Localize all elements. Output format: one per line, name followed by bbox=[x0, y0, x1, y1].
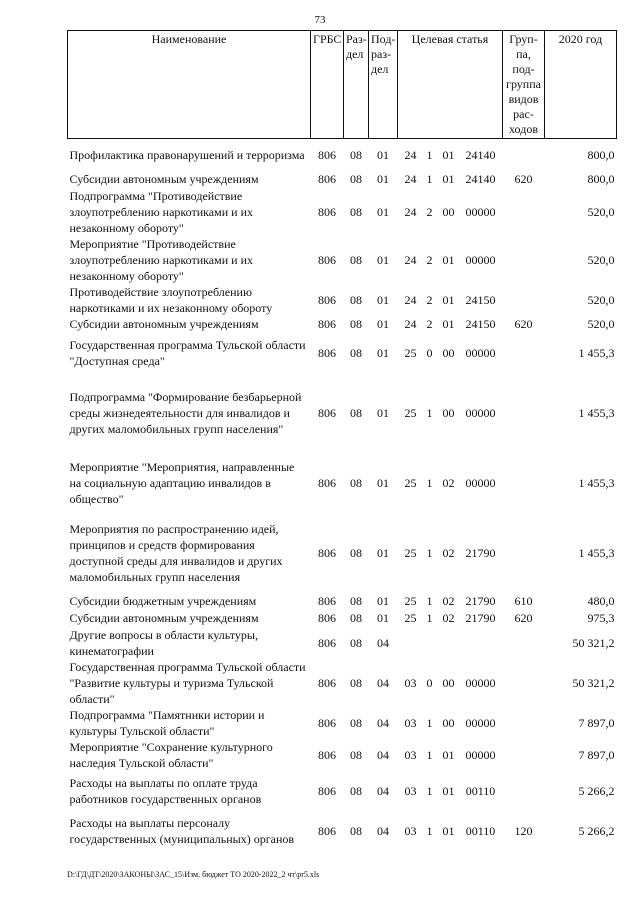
target-article-part: 1 bbox=[426, 172, 433, 186]
table-row bbox=[68, 236, 617, 284]
row-target-article bbox=[398, 593, 503, 610]
row-grbs: 806 bbox=[318, 675, 336, 690]
table-row bbox=[68, 739, 617, 771]
row-razdel: 08 bbox=[350, 345, 362, 360]
target-article-part: 01 bbox=[442, 823, 455, 838]
row-grbs: 806 bbox=[318, 594, 336, 608]
target-article-part: 00 bbox=[442, 204, 455, 219]
row-expense-group bbox=[503, 513, 545, 593]
row-grbs: 806 bbox=[318, 783, 336, 798]
row-podrazdel: 01 bbox=[377, 594, 389, 608]
row-razdel: 08 bbox=[350, 715, 362, 730]
row-grbs: 806 bbox=[318, 345, 336, 360]
target-article-part: 00000 bbox=[465, 405, 496, 420]
row-razdel: 08 bbox=[350, 675, 362, 690]
row-grbs: 806 bbox=[318, 317, 336, 331]
row-name: Профилактика правонарушений и терроризма bbox=[69, 147, 305, 162]
row-razdel: 08 bbox=[350, 147, 362, 162]
row-podrazdel: 01 bbox=[377, 345, 389, 360]
target-article-part: 25 bbox=[404, 475, 417, 490]
target-article-part: 2 bbox=[426, 317, 433, 331]
row-name: Мероприятие "Сохранение культурного наследия Тульской области" bbox=[69, 739, 273, 770]
row-target-article bbox=[398, 627, 503, 659]
row-amount: 1 455,3 bbox=[578, 345, 615, 360]
row-razdel: 08 bbox=[350, 475, 362, 490]
target-article-part: 00 bbox=[442, 675, 455, 690]
row-target-article bbox=[398, 707, 503, 739]
row-razdel: 08 bbox=[350, 783, 362, 798]
row-target-article bbox=[398, 139, 503, 171]
row-expense-group bbox=[503, 373, 545, 453]
target-article-part: 01 bbox=[442, 317, 455, 331]
header-grbs: ГРБС bbox=[311, 31, 344, 139]
target-article-part: 03 bbox=[404, 675, 417, 690]
target-article-part: 21790 bbox=[465, 594, 496, 608]
row-target-article bbox=[398, 171, 503, 188]
table-row bbox=[68, 188, 617, 236]
target-article-part: 1 bbox=[426, 823, 433, 838]
row-razdel: 08 bbox=[350, 635, 362, 650]
target-article-part: 25 bbox=[404, 611, 417, 625]
table-row bbox=[68, 771, 617, 811]
target-article-part: 1 bbox=[426, 147, 433, 162]
row-podrazdel: 01 bbox=[377, 292, 389, 307]
target-article-part: 03 bbox=[404, 715, 417, 730]
row-grbs: 806 bbox=[318, 611, 336, 625]
target-article-part: 24140 bbox=[465, 147, 496, 162]
row-razdel: 08 bbox=[350, 545, 362, 560]
target-article-part: 1 bbox=[426, 715, 433, 730]
row-expense-group: 610 bbox=[514, 594, 533, 608]
row-razdel: 08 bbox=[350, 204, 362, 219]
row-amount: 520,0 bbox=[587, 204, 615, 219]
row-expense-group bbox=[503, 627, 545, 659]
target-article-part: 01 bbox=[442, 747, 455, 762]
row-grbs: 806 bbox=[318, 292, 336, 307]
row-name: Другие вопросы в области культуры, кинематографии bbox=[69, 627, 258, 658]
table-row bbox=[68, 707, 617, 739]
row-grbs: 806 bbox=[318, 823, 336, 838]
row-target-article bbox=[398, 284, 503, 316]
table-row bbox=[68, 453, 617, 513]
row-expense-group bbox=[503, 284, 545, 316]
target-article-part: 2 bbox=[426, 252, 433, 267]
row-razdel: 08 bbox=[350, 172, 362, 186]
header-expense-group: Груп- па, под- группа видов рас- ходов bbox=[503, 31, 545, 139]
row-grbs: 806 bbox=[318, 252, 336, 267]
target-article-part: 00 bbox=[442, 715, 455, 730]
row-podrazdel: 01 bbox=[377, 545, 389, 560]
table-row bbox=[68, 139, 617, 171]
target-article-part: 24 bbox=[404, 147, 417, 162]
table-row bbox=[68, 610, 617, 627]
row-grbs: 806 bbox=[318, 715, 336, 730]
row-target-article bbox=[398, 453, 503, 513]
target-article-part: 1 bbox=[426, 405, 433, 420]
target-article-part: 00000 bbox=[465, 475, 496, 490]
row-podrazdel: 01 bbox=[377, 611, 389, 625]
budget-table bbox=[67, 30, 617, 851]
row-name: Мероприятие "Противодействие злоупотреблению наркотиками и их незаконному обороту" bbox=[69, 236, 253, 283]
target-article-part: 24140 bbox=[465, 172, 496, 186]
target-article-part: 1 bbox=[426, 783, 433, 798]
row-razdel: 08 bbox=[350, 317, 362, 331]
row-name: Субсидии автономным учреждениям bbox=[69, 317, 259, 331]
row-expense-group bbox=[503, 236, 545, 284]
row-name: Государственная программа Тульской области "Развитие культуры и туризма Тульской области" bbox=[69, 659, 306, 706]
target-article-part: 01 bbox=[442, 147, 455, 162]
row-podrazdel: 04 bbox=[377, 823, 389, 838]
row-amount: 7 897,0 bbox=[578, 747, 615, 762]
row-amount: 1 455,3 bbox=[578, 545, 615, 560]
row-grbs: 806 bbox=[318, 635, 336, 650]
row-amount: 7 897,0 bbox=[578, 715, 615, 730]
row-name: Мероприятие "Мероприятия, направленные на социальную адаптацию инвалидов в общество" bbox=[69, 459, 295, 506]
row-amount: 975,3 bbox=[587, 611, 615, 625]
row-target-article bbox=[398, 188, 503, 236]
row-name: Расходы на выплаты по оплате труда работников государственных органов bbox=[69, 775, 262, 806]
table-row bbox=[68, 333, 617, 373]
target-article-part: 1 bbox=[426, 747, 433, 762]
row-podrazdel: 01 bbox=[377, 172, 389, 186]
table-row bbox=[68, 627, 617, 659]
row-amount: 5 266,2 bbox=[578, 783, 615, 798]
row-razdel: 08 bbox=[350, 823, 362, 838]
target-article-part: 1 bbox=[426, 545, 433, 560]
row-amount: 520,0 bbox=[587, 292, 615, 307]
row-name: Субсидии автономным учреждениям bbox=[69, 611, 259, 625]
page-number: 73 bbox=[314, 14, 326, 26]
target-article-part: 25 bbox=[404, 545, 417, 560]
row-podrazdel: 01 bbox=[377, 405, 389, 420]
row-expense-group bbox=[503, 188, 545, 236]
target-article-part: 00000 bbox=[465, 252, 496, 267]
target-article-part: 21790 bbox=[465, 611, 496, 625]
target-article-part: 0 bbox=[426, 675, 433, 690]
table-header bbox=[68, 31, 617, 139]
row-expense-group: 620 bbox=[514, 172, 533, 186]
row-grbs: 806 bbox=[318, 545, 336, 560]
target-article-part: 1 bbox=[426, 611, 433, 625]
row-expense-group: 120 bbox=[514, 823, 533, 838]
table-row bbox=[68, 373, 617, 453]
target-article-part: 03 bbox=[404, 823, 417, 838]
row-podrazdel: 04 bbox=[377, 635, 389, 650]
target-article-part: 01 bbox=[442, 783, 455, 798]
target-article-part: 00000 bbox=[465, 345, 496, 360]
row-razdel: 08 bbox=[350, 594, 362, 608]
row-target-article bbox=[398, 811, 503, 851]
target-article-part: 24 bbox=[404, 204, 417, 219]
row-podrazdel: 01 bbox=[377, 204, 389, 219]
target-article-part: 1 bbox=[426, 594, 433, 608]
row-amount: 800,0 bbox=[587, 147, 615, 162]
target-article-part: 2 bbox=[426, 292, 433, 307]
row-grbs: 806 bbox=[318, 147, 336, 162]
target-article-part: 00 bbox=[442, 345, 455, 360]
target-article-part: 24 bbox=[404, 317, 417, 331]
row-name: Субсидии бюджетным учреждениям bbox=[69, 594, 257, 608]
row-name: Противодействие злоупотреблению наркотиками и их незаконному обороту bbox=[69, 284, 273, 315]
row-podrazdel: 01 bbox=[377, 252, 389, 267]
row-grbs: 806 bbox=[318, 405, 336, 420]
row-expense-group bbox=[503, 707, 545, 739]
row-name: Государственная программа Тульской области "Доступная среда" bbox=[69, 337, 306, 368]
row-podrazdel: 01 bbox=[377, 147, 389, 162]
row-target-article bbox=[398, 739, 503, 771]
target-article-part: 24 bbox=[404, 292, 417, 307]
row-podrazdel: 04 bbox=[377, 747, 389, 762]
target-article-part: 01 bbox=[442, 292, 455, 307]
row-podrazdel: 04 bbox=[377, 715, 389, 730]
target-article-part: 01 bbox=[442, 172, 455, 186]
table-row bbox=[68, 513, 617, 593]
row-target-article bbox=[398, 659, 503, 707]
row-target-article bbox=[398, 316, 503, 333]
row-target-article bbox=[398, 373, 503, 453]
row-target-article bbox=[398, 771, 503, 811]
footer-file-path: D:\ГД\ДТ\2020\ЗАКОНЫ\ЗАС_15\Изм. бюджет ТО 2020-2022_2 чт\pr5.xls bbox=[67, 870, 320, 879]
header-razdel: Раз- дел bbox=[344, 31, 369, 139]
target-article-part: 2 bbox=[426, 204, 433, 219]
row-amount: 50 321,2 bbox=[572, 635, 615, 650]
table-row bbox=[68, 593, 617, 610]
row-amount: 480,0 bbox=[587, 594, 615, 608]
row-target-article bbox=[398, 513, 503, 593]
target-article-part: 00 bbox=[442, 405, 455, 420]
target-article-part: 25 bbox=[404, 345, 417, 360]
target-article-part: 21790 bbox=[465, 545, 496, 560]
row-expense-group bbox=[503, 139, 545, 171]
row-grbs: 806 bbox=[318, 475, 336, 490]
target-article-part: 00000 bbox=[465, 747, 496, 762]
target-article-part: 03 bbox=[404, 783, 417, 798]
table-row bbox=[68, 811, 617, 851]
row-expense-group bbox=[503, 453, 545, 513]
target-article-part: 01 bbox=[442, 252, 455, 267]
header-target-article: Целевая статья bbox=[398, 31, 503, 139]
row-grbs: 806 bbox=[318, 747, 336, 762]
row-razdel: 08 bbox=[350, 405, 362, 420]
row-name: Подпрограмма "Противодействие злоупотреблению наркотиками и их незаконному обороту" bbox=[69, 188, 253, 235]
target-article-part: 00110 bbox=[465, 823, 496, 838]
row-target-article bbox=[398, 610, 503, 627]
row-name: Расходы на выплаты персоналу государственных (муниципальных) органов bbox=[69, 815, 295, 846]
header-name: Наименование bbox=[68, 31, 311, 139]
row-amount: 800,0 bbox=[587, 172, 615, 186]
target-article-part: 24 bbox=[404, 252, 417, 267]
target-article-part: 24150 bbox=[465, 292, 496, 307]
row-amount: 520,0 bbox=[587, 317, 615, 331]
table-body bbox=[68, 139, 617, 851]
row-name: Субсидии автономным учреждениям bbox=[69, 172, 259, 186]
row-target-article bbox=[398, 333, 503, 373]
row-razdel: 08 bbox=[350, 292, 362, 307]
target-article-part: 02 bbox=[442, 475, 455, 490]
target-article-part: 02 bbox=[442, 545, 455, 560]
row-amount: 1 455,3 bbox=[578, 475, 615, 490]
row-podrazdel: 01 bbox=[377, 317, 389, 331]
target-article-part: 24150 bbox=[465, 317, 496, 331]
row-expense-group bbox=[503, 659, 545, 707]
target-article-part: 25 bbox=[404, 594, 417, 608]
header-year: 2020 год bbox=[545, 31, 617, 139]
table-row bbox=[68, 171, 617, 188]
target-article-part: 24 bbox=[404, 172, 417, 186]
row-amount: 5 266,2 bbox=[578, 823, 615, 838]
target-article-part: 00110 bbox=[465, 783, 496, 798]
row-amount: 1 455,3 bbox=[578, 405, 615, 420]
target-article-part: 1 bbox=[426, 475, 433, 490]
row-razdel: 08 bbox=[350, 747, 362, 762]
row-expense-group: 620 bbox=[514, 317, 533, 331]
row-name: Подпрограмма "Формирование безбарьерной среды жизнедеятельности для инвалидов и других маломобильных групп населения" bbox=[69, 389, 302, 436]
row-expense-group bbox=[503, 333, 545, 373]
target-article-part: 00000 bbox=[465, 715, 496, 730]
row-amount: 520,0 bbox=[587, 252, 615, 267]
target-article-part: 02 bbox=[442, 594, 455, 608]
row-name: Мероприятия по распространению идей, принципов и средств формирования доступной среды для инвалидов и других маломобильных групп населения bbox=[69, 521, 283, 584]
target-article-part: 00000 bbox=[465, 204, 496, 219]
target-article-part: 02 bbox=[442, 611, 455, 625]
target-article-part: 25 bbox=[404, 405, 417, 420]
row-name: Подпрограмма "Памятники истории и культуры Тульской области" bbox=[69, 707, 265, 738]
target-article-part: 03 bbox=[404, 747, 417, 762]
row-podrazdel: 04 bbox=[377, 783, 389, 798]
row-amount: 50 321,2 bbox=[572, 675, 615, 690]
table-row bbox=[68, 659, 617, 707]
row-expense-group: 620 bbox=[514, 611, 533, 625]
target-article-part: 0 bbox=[426, 345, 433, 360]
table-row bbox=[68, 284, 617, 316]
header-podrazdel: Под- раз- дел bbox=[369, 31, 398, 139]
row-podrazdel: 04 bbox=[377, 675, 389, 690]
target-article-part: 00000 bbox=[465, 675, 496, 690]
row-expense-group bbox=[503, 771, 545, 811]
table-row bbox=[68, 316, 617, 333]
row-podrazdel: 01 bbox=[377, 475, 389, 490]
row-grbs: 806 bbox=[318, 172, 336, 186]
row-razdel: 08 bbox=[350, 252, 362, 267]
row-expense-group bbox=[503, 739, 545, 771]
row-target-article bbox=[398, 236, 503, 284]
row-razdel: 08 bbox=[350, 611, 362, 625]
row-grbs: 806 bbox=[318, 204, 336, 219]
